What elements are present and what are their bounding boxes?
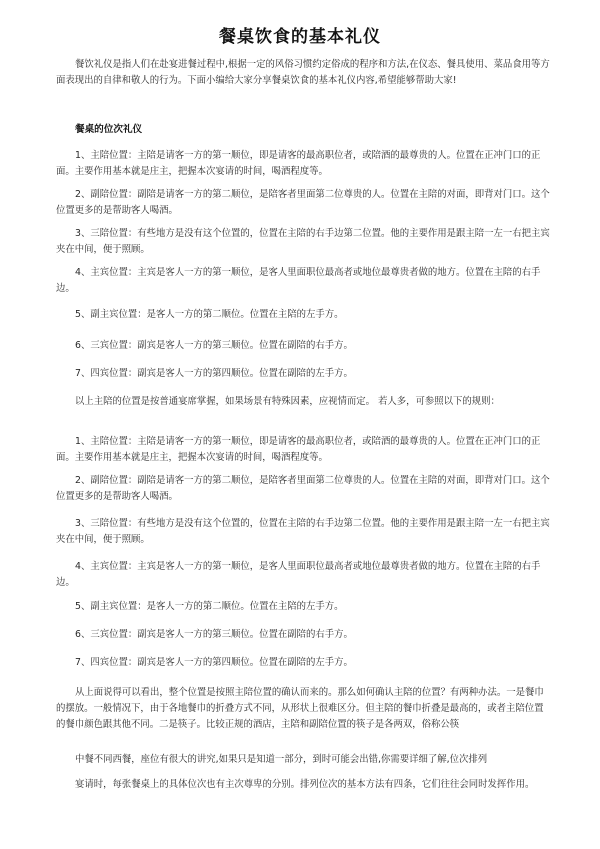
list-a-item-3: 3、三陪位置：有些地方是没有这个位置的，位置在主陪的右手边第二位置。他的主要作用是跟主陪一左一右把主宾夹在中间，便于照顾。 bbox=[56, 228, 550, 255]
list-a-item-6: 6、三宾位置：副宾是客人一方的第三顺位。位置在副陪的右手方。 bbox=[75, 340, 353, 351]
mid-paragraph: 以上主陪的位置是按普通宴席掌握，如果场景有特殊因素，应视情而定。 若人多，可参照以下的规则： bbox=[75, 396, 500, 407]
list-b-item-7: 7、四宾位置：副宾是客人一方的第四顺位。位置在副陪的左手方。 bbox=[75, 657, 353, 668]
page-title: 餐桌饮食的基本礼仪 bbox=[219, 27, 381, 47]
list-a-item-2: 2、副陪位置：副陪是请客一方的第二顺位，是陪客者里面第二位尊贵的人。位置在主陪的对面，即背对门口。这个位置更多的是帮助客人喝酒。 bbox=[56, 189, 550, 216]
intro-paragraph: 餐饮礼仪是指人们在赴宴进餐过程中,根据一定的风俗习惯约定俗成的程序和方法,在仪态、餐具使用、菜品食用等方面表现出的自律和敬人的行为。下面小编给大家分享餐桌饮食的基本礼仪内容,希望能够帮助大家! bbox=[56, 59, 550, 86]
section-heading: 餐桌的位次礼仪 bbox=[75, 124, 143, 135]
list-a-item-7: 7、四宾位置：副宾是客人一方的第四顺位。位置在副陪的左手方。 bbox=[75, 368, 353, 379]
list-b-item-6: 6、三宾位置：副宾是客人一方的第三顺位。位置在副陪的右手方。 bbox=[75, 629, 353, 640]
list-b-item-5: 5、副主宾位置：是客人一方的第二顺位。位置在主陪的左手方。 bbox=[75, 601, 344, 612]
list-b-item-1: 1、主陪位置：主陪是请客一方的第一顺位，即是请客的最高职位者，或陪酒的最尊贵的人。位置在正冲门口的正面。主要作用基本就是庄主，把握本次宴请的时间，喝酒程度等。 bbox=[56, 436, 541, 463]
list-b-item-3: 3、三陪位置：有些地方是没有这个位置的，位置在主陪的右手边第二位置。他的主要作用是跟主陪一左一右把主宾夹在中间，便于照顾。 bbox=[56, 518, 550, 545]
closing-paragraph-3: 宴请时，每张餐桌上的具体位次也有主次尊卑的分别。排列位次的基本方法有四条，它们往往会同时发挥作用。 bbox=[75, 779, 535, 790]
list-b-item-4: 4、主宾位置：主宾是客人一方的第一顺位，是客人里面职位最高者或地位最尊贵者做的地方。位置在主陪的右手边。 bbox=[56, 561, 541, 588]
closing-paragraph-2: 中餐不同西餐，座位有很大的讲究,如果只是知道一部分，到时可能会出错,你需要详细了解,位次排列 bbox=[75, 754, 488, 765]
list-a-item-1: 1、主陪位置：主陪是请客一方的第一顺位，即是请客的最高职位者，或陪酒的最尊贵的人。位置在正冲门口的正面。主要作用基本就是庄主，把握本次宴请的时间，喝酒程度等。 bbox=[56, 150, 541, 177]
list-a-item-5: 5、副主宾位置：是客人一方的第二顺位。位置在主陪的左手方。 bbox=[75, 309, 344, 320]
list-a-item-4: 4、主宾位置：主宾是客人一方的第一顺位，是客人里面职位最高者或地位最尊贵者做的地方。位置在主陪的右手边。 bbox=[56, 267, 541, 294]
closing-paragraph-1: 从上面说得可以看出，整个位置是按照主陪位置的确认而来的。那么如何确认主陪的位置？有两种办法。一是餐巾的摆放。一般情况下，由于各地餐巾的折叠方式不同，从形状上很难区分。但主陪的餐巾折叠是最高的，或者主陪位置的餐巾颜色跟其他不同。二是筷子。比较正规的酒店，主陪和副陪位置的筷子是各两双，俗称公筷 bbox=[56, 687, 544, 730]
list-b-item-2: 2、副陪位置：副陪是请客一方的第二顺位，是陪客者里面第二位尊贵的人。位置在主陪的对面，即背对门口。这个位置更多的是帮助客人喝酒。 bbox=[56, 475, 550, 502]
